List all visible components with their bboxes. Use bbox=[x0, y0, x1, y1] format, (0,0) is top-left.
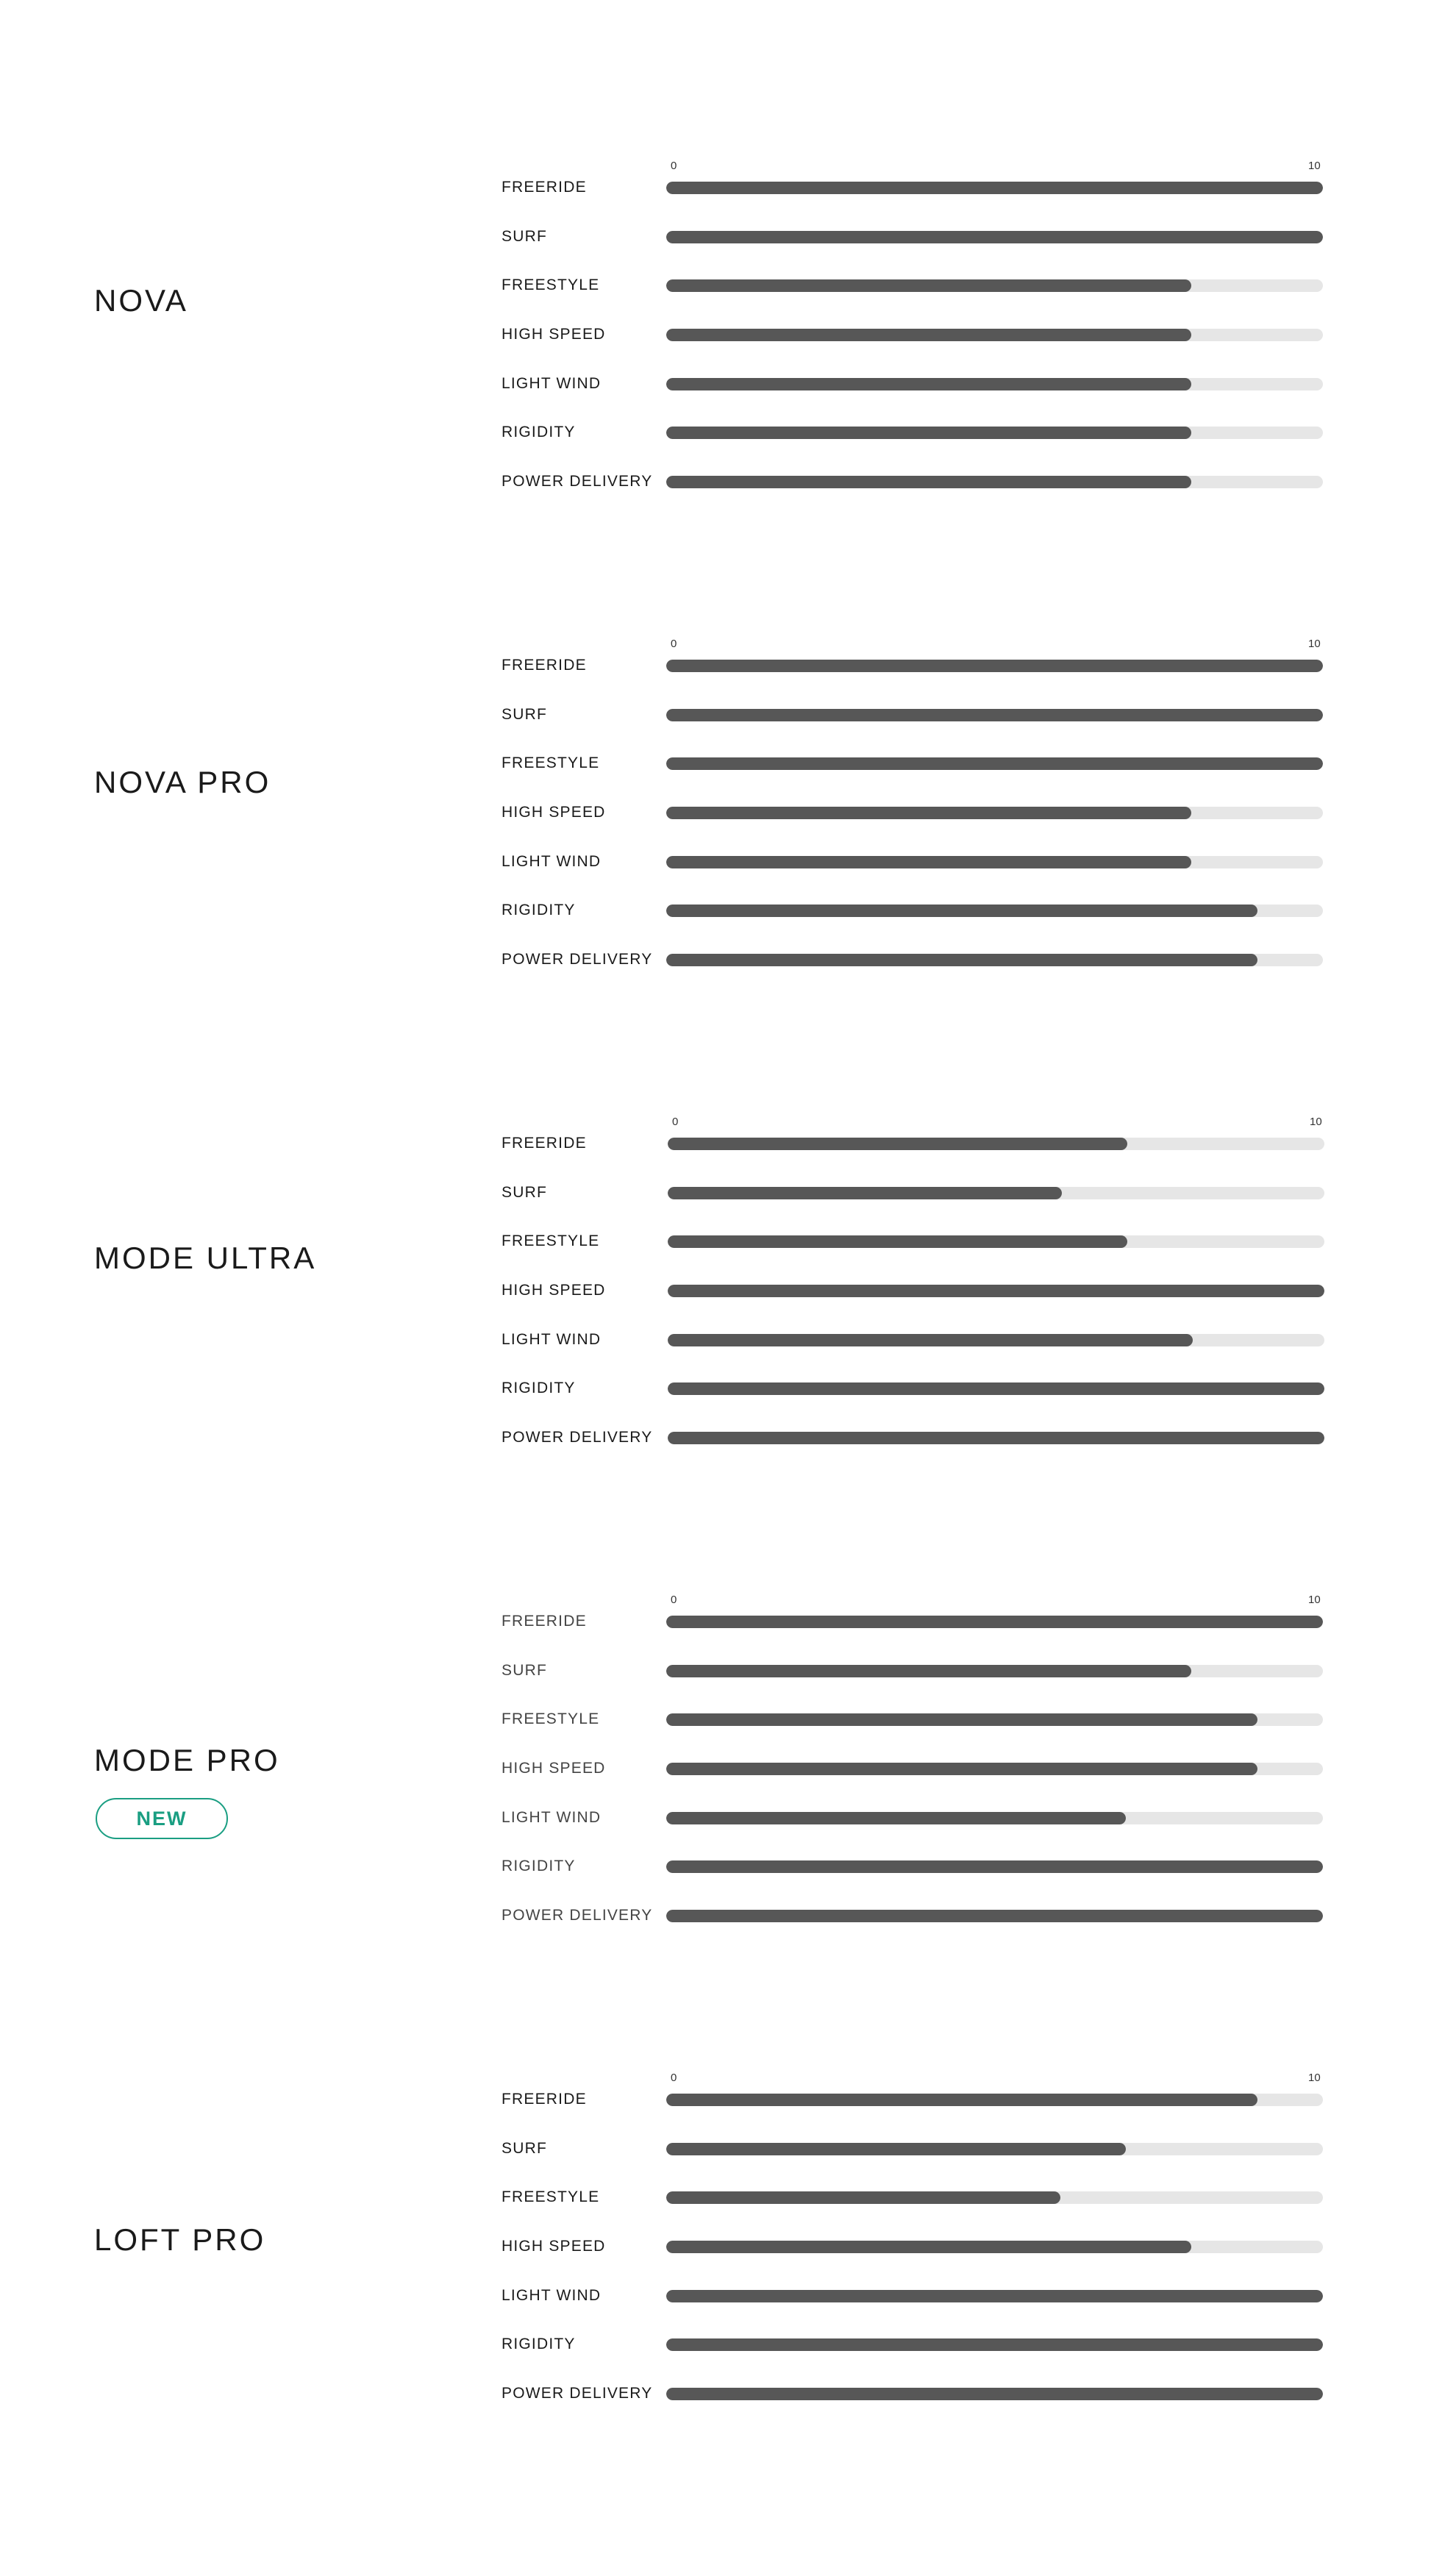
bar-fill bbox=[668, 1285, 1324, 1297]
product-chart-nova-pro bbox=[0, 621, 1431, 1033]
product-name: LOFT PRO bbox=[94, 2222, 266, 2257]
metric-label: FREESTYLE bbox=[502, 2188, 600, 2205]
metric-row-surf bbox=[0, 2134, 1431, 2163]
scale-min-label: 0 bbox=[671, 638, 677, 650]
bar-track bbox=[666, 1616, 1323, 1628]
bar-fill bbox=[666, 2191, 1060, 2204]
bar-fill bbox=[666, 329, 1191, 341]
bar-track bbox=[666, 1713, 1323, 1726]
bar-track bbox=[666, 231, 1323, 243]
metric-label: FREERIDE bbox=[502, 179, 587, 196]
metric-label: POWER DELIVERY bbox=[502, 1907, 653, 1924]
bar-fill bbox=[666, 2094, 1257, 2106]
bar-track bbox=[666, 2143, 1323, 2155]
metric-row-rigidity bbox=[0, 418, 1431, 447]
metric-label: HIGH SPEED bbox=[502, 1282, 606, 1299]
metric-label: SURF bbox=[502, 706, 547, 723]
bar-fill bbox=[666, 1763, 1257, 1775]
new-badge: NEW bbox=[96, 1798, 228, 1839]
bar-track bbox=[666, 954, 1323, 966]
metric-label: RIGIDITY bbox=[502, 424, 576, 440]
product-name: MODE ULTRA bbox=[94, 1241, 317, 1275]
bar-fill bbox=[666, 378, 1191, 390]
bar-fill bbox=[666, 427, 1191, 439]
bar-track bbox=[666, 2338, 1323, 2351]
bar-fill bbox=[666, 905, 1257, 917]
metric-row-light-wind bbox=[0, 1803, 1431, 1833]
metric-row-power-delivery bbox=[0, 2379, 1431, 2408]
scale-min-label: 0 bbox=[671, 160, 677, 172]
metric-label: LIGHT WIND bbox=[502, 375, 602, 392]
metric-row-light-wind bbox=[0, 1325, 1431, 1355]
bar-fill bbox=[668, 1334, 1193, 1346]
bar-fill bbox=[666, 660, 1323, 672]
metric-row-surf bbox=[0, 1178, 1431, 1207]
metric-label: SURF bbox=[502, 2140, 547, 2157]
bar-track bbox=[666, 2094, 1323, 2106]
metric-row-rigidity bbox=[0, 1852, 1431, 1881]
scale-max-label: 10 bbox=[1308, 2072, 1321, 2084]
metric-row-power-delivery bbox=[0, 1423, 1431, 1452]
metric-label: FREESTYLE bbox=[502, 1232, 600, 1249]
bar-fill bbox=[666, 709, 1323, 721]
metric-row-freeride bbox=[0, 173, 1431, 202]
metric-row-surf bbox=[0, 222, 1431, 251]
metric-label: RIGIDITY bbox=[502, 1858, 576, 1874]
metric-row-freeride bbox=[0, 1607, 1431, 1636]
bar-track bbox=[666, 856, 1323, 868]
metric-row-freeride bbox=[0, 651, 1431, 680]
bar-fill bbox=[668, 1235, 1127, 1248]
bar-fill bbox=[668, 1382, 1324, 1395]
metric-row-freestyle bbox=[0, 271, 1431, 300]
bar-track bbox=[666, 2388, 1323, 2400]
bar-track bbox=[666, 476, 1323, 488]
metric-label: LIGHT WIND bbox=[502, 1809, 602, 1826]
bar-track bbox=[666, 182, 1323, 194]
bar-fill bbox=[666, 2388, 1323, 2400]
metric-row-power-delivery bbox=[0, 945, 1431, 974]
bar-track bbox=[666, 709, 1323, 721]
bar-track bbox=[666, 2191, 1323, 2204]
metric-label: FREERIDE bbox=[502, 1135, 587, 1152]
scale-max-label: 10 bbox=[1308, 160, 1321, 172]
metric-row-power-delivery bbox=[0, 467, 1431, 496]
metric-label: SURF bbox=[502, 1184, 547, 1201]
metric-label: HIGH SPEED bbox=[502, 1760, 606, 1777]
bar-track bbox=[666, 1860, 1323, 1873]
scale-max-label: 10 bbox=[1308, 638, 1321, 650]
bar-track bbox=[668, 1285, 1324, 1297]
bar-fill bbox=[668, 1138, 1127, 1150]
bar-fill bbox=[666, 1665, 1191, 1677]
bar-fill bbox=[666, 757, 1323, 770]
metric-row-rigidity bbox=[0, 1374, 1431, 1403]
bar-fill bbox=[666, 476, 1191, 488]
scale-max-label: 10 bbox=[1310, 1116, 1322, 1128]
metric-label: FREESTYLE bbox=[502, 754, 600, 771]
metric-row-high-speed bbox=[0, 798, 1431, 827]
bar-track bbox=[666, 427, 1323, 439]
metric-row-high-speed bbox=[0, 1276, 1431, 1305]
bar-fill bbox=[666, 1713, 1257, 1726]
metric-label: LIGHT WIND bbox=[502, 1331, 602, 1348]
bar-fill bbox=[668, 1432, 1324, 1444]
metric-row-freestyle bbox=[0, 1705, 1431, 1734]
bar-track bbox=[668, 1235, 1324, 1248]
bar-track bbox=[668, 1432, 1324, 1444]
bar-fill bbox=[666, 954, 1257, 966]
scale-min-label: 0 bbox=[672, 1116, 679, 1128]
bar-fill bbox=[666, 182, 1323, 194]
product-chart-mode-pro bbox=[0, 1577, 1431, 1989]
metric-label: SURF bbox=[502, 1662, 547, 1679]
scale-min-label: 0 bbox=[671, 2072, 677, 2084]
metric-label: FREERIDE bbox=[502, 1613, 587, 1630]
metric-row-power-delivery bbox=[0, 1901, 1431, 1930]
metric-row-light-wind bbox=[0, 2281, 1431, 2311]
metric-label: LIGHT WIND bbox=[502, 2287, 602, 2304]
bar-track bbox=[666, 1812, 1323, 1824]
scale-max-label: 10 bbox=[1308, 1594, 1321, 1606]
bar-fill bbox=[666, 856, 1191, 868]
metric-label: RIGIDITY bbox=[502, 2336, 576, 2352]
scale-min-label: 0 bbox=[671, 1594, 677, 1606]
metric-label: HIGH SPEED bbox=[502, 804, 606, 821]
metric-label: POWER DELIVERY bbox=[502, 473, 653, 490]
bar-fill bbox=[666, 807, 1191, 819]
metric-row-freestyle bbox=[0, 1227, 1431, 1256]
bar-track bbox=[666, 1665, 1323, 1677]
metric-row-freeride bbox=[0, 1129, 1431, 1158]
product-chart-loft-pro bbox=[0, 2055, 1431, 2467]
metric-label: RIGIDITY bbox=[502, 902, 576, 918]
metric-label: FREESTYLE bbox=[502, 1710, 600, 1727]
metric-row-freestyle bbox=[0, 2183, 1431, 2212]
bar-fill bbox=[666, 2143, 1126, 2155]
bar-track bbox=[666, 2241, 1323, 2253]
metric-label: POWER DELIVERY bbox=[502, 1429, 653, 1446]
bar-track bbox=[668, 1187, 1324, 1199]
bar-fill bbox=[666, 231, 1323, 243]
bar-fill bbox=[666, 279, 1191, 292]
bar-track bbox=[668, 1138, 1324, 1150]
bar-track bbox=[666, 1763, 1323, 1775]
bar-track bbox=[666, 329, 1323, 341]
bar-track bbox=[666, 2290, 1323, 2302]
product-chart-mode-ultra bbox=[0, 1099, 1431, 1511]
product-chart-nova bbox=[0, 143, 1431, 555]
product-name: NOVA PRO bbox=[94, 765, 271, 799]
metric-row-surf bbox=[0, 1656, 1431, 1685]
metric-label: POWER DELIVERY bbox=[502, 2385, 653, 2402]
metric-row-freeride bbox=[0, 2085, 1431, 2114]
bar-track bbox=[666, 279, 1323, 292]
metric-label: FREERIDE bbox=[502, 2091, 587, 2108]
bar-track bbox=[666, 757, 1323, 770]
metric-row-high-speed bbox=[0, 320, 1431, 349]
metric-row-high-speed bbox=[0, 2232, 1431, 2261]
bar-track bbox=[668, 1334, 1324, 1346]
bar-track bbox=[666, 378, 1323, 390]
bar-fill bbox=[666, 2338, 1323, 2351]
metric-label: HIGH SPEED bbox=[502, 326, 606, 343]
product-name: MODE PRO bbox=[94, 1743, 280, 1777]
metric-row-freestyle bbox=[0, 749, 1431, 778]
bar-fill bbox=[666, 1860, 1323, 1873]
bar-fill bbox=[666, 2241, 1191, 2253]
bar-track bbox=[666, 905, 1323, 917]
metric-row-light-wind bbox=[0, 847, 1431, 877]
metric-row-rigidity bbox=[0, 2330, 1431, 2359]
metric-label: HIGH SPEED bbox=[502, 2238, 606, 2255]
bar-fill bbox=[668, 1187, 1062, 1199]
metric-row-surf bbox=[0, 700, 1431, 729]
bar-track bbox=[666, 660, 1323, 672]
metric-label: LIGHT WIND bbox=[502, 853, 602, 870]
bar-track bbox=[666, 807, 1323, 819]
metric-row-light-wind bbox=[0, 369, 1431, 399]
bar-fill bbox=[666, 1616, 1323, 1628]
bar-fill bbox=[666, 2290, 1323, 2302]
bar-fill bbox=[666, 1910, 1323, 1922]
metric-label: FREESTYLE bbox=[502, 276, 600, 293]
metric-label: FREERIDE bbox=[502, 657, 587, 674]
metric-row-rigidity bbox=[0, 896, 1431, 925]
metric-label: SURF bbox=[502, 228, 547, 245]
metric-label: POWER DELIVERY bbox=[502, 951, 653, 968]
bar-track bbox=[666, 1910, 1323, 1922]
bar-fill bbox=[666, 1812, 1126, 1824]
bar-track bbox=[668, 1382, 1324, 1395]
product-name: NOVA bbox=[94, 283, 188, 318]
metric-row-high-speed bbox=[0, 1754, 1431, 1783]
metric-label: RIGIDITY bbox=[502, 1380, 576, 1396]
